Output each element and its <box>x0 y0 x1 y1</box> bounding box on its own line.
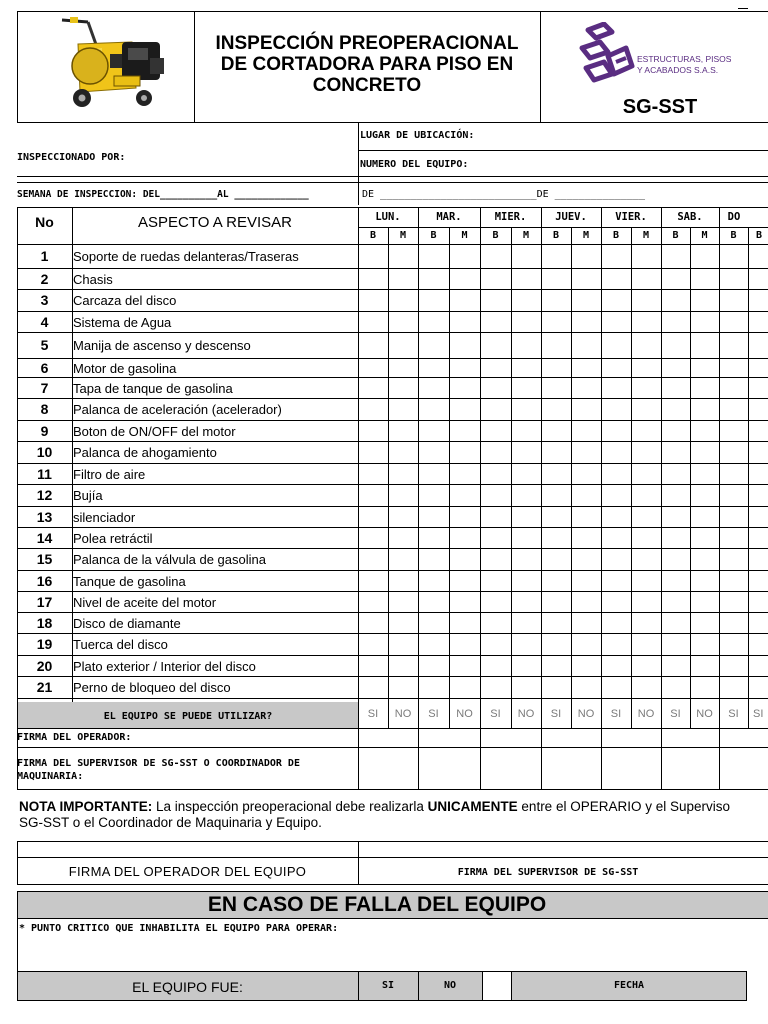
b-header: B <box>552 230 560 241</box>
company-name-line-1: ESTRUCTURAS, PISOS <box>637 54 732 64</box>
si-option: SI <box>610 708 622 720</box>
item-aspecto: Nivel de aceite del motor <box>73 594 217 610</box>
form-title-line-2: DE CORTADORA PARA PISO EN <box>220 54 514 75</box>
item-number: 18 <box>36 614 53 631</box>
item-number: 15 <box>36 551 53 567</box>
day-header: VIER. <box>615 211 647 223</box>
row-border <box>17 268 768 269</box>
item-number: 4 <box>40 313 49 330</box>
item-number: 1 <box>40 248 49 264</box>
row-border <box>17 484 768 485</box>
b-header: B <box>756 230 763 241</box>
m-header: M <box>701 230 708 241</box>
header-corner-mark <box>738 8 748 9</box>
header-divider-1 <box>194 11 195 122</box>
item-aspecto: Manija de ascenso y descenso <box>73 338 251 353</box>
day-col-border <box>480 207 481 789</box>
item-number: 7 <box>40 379 49 396</box>
row-border <box>17 441 768 442</box>
item-number: 13 <box>36 508 53 525</box>
item-aspecto: Disco de diamante <box>73 615 181 631</box>
firma-operador-equipo: FIRMA DEL OPERADOR DEL EQUIPO <box>68 864 307 879</box>
day-col-border <box>511 227 512 728</box>
day-header: SAB. <box>677 211 703 223</box>
sign-bottom-border <box>17 884 768 885</box>
si-option: SI <box>728 708 739 720</box>
day-col-border <box>571 227 572 728</box>
item-number: 12 <box>36 487 53 503</box>
item-aspecto: Polea retráctil <box>73 530 153 546</box>
row-border <box>17 420 768 421</box>
item-number: 21 <box>36 679 53 695</box>
fue-si-label: SI <box>381 980 395 991</box>
equipo-fue-blank-cell <box>482 972 511 1000</box>
form-title-line-3: CONCRETO <box>312 75 422 96</box>
form-title <box>196 33 538 96</box>
day-col-border <box>661 207 662 789</box>
falla-left-border <box>17 919 18 971</box>
row-border <box>17 698 768 699</box>
row-border <box>17 789 768 790</box>
day-header: JUEV. <box>555 211 587 223</box>
no-option: NO <box>517 708 535 720</box>
m-header: M <box>642 230 650 241</box>
b-header: B <box>369 230 377 241</box>
item-aspecto: Tuerca del disco <box>73 637 168 652</box>
item-aspecto: Carcaza del disco <box>73 293 177 308</box>
header-left-border <box>17 11 18 122</box>
no-option: NO <box>577 708 595 720</box>
no-option: NO <box>456 708 473 720</box>
item-aspecto: Bujía <box>73 488 103 503</box>
item-number: 5 <box>40 337 49 353</box>
firma-supervisor-sgsst: FIRMA DEL SUPERVISOR DE SG-SST <box>457 867 639 878</box>
day-col-border <box>388 227 389 728</box>
de-range-label: DE __________________________DE _______________ <box>362 189 645 200</box>
item-number: 9 <box>40 422 49 439</box>
item-aspecto: Palanca de ahogamiento <box>73 445 217 460</box>
row-border <box>17 548 768 549</box>
equipo-fue-label: EL EQUIPO FUE: <box>132 979 243 995</box>
info-line-3 <box>17 182 768 183</box>
nota-line-2: SG-SST o el Coordinador de Maquinaria y Equipo. <box>19 815 322 830</box>
item-number: 11 <box>37 465 52 482</box>
info-divider <box>358 122 359 205</box>
si-option: SI <box>367 708 379 720</box>
nota-emph: UNICAMENTE <box>427 799 518 814</box>
item-aspecto: Sistema de Agua <box>73 314 172 330</box>
row-border <box>17 289 768 290</box>
b-header: B <box>672 230 679 241</box>
row-border <box>17 398 768 399</box>
concrete-saw-image <box>50 14 180 114</box>
item-aspecto: Tapa de tanque de gasolina <box>73 380 233 396</box>
row-border <box>17 655 768 656</box>
item-number: 19 <box>36 636 53 652</box>
row-border <box>17 570 768 571</box>
item-aspecto: Chasis <box>73 271 113 287</box>
item-aspecto: Palanca de la válvula de gasolina <box>73 552 266 567</box>
item-aspecto: Tanque de gasolina <box>73 573 186 589</box>
item-aspecto: Soporte de ruedas delanteras/Traseras <box>73 249 299 264</box>
m-header: M <box>582 230 590 241</box>
item-number: 2 <box>40 270 49 287</box>
header-divider-2 <box>540 11 541 122</box>
item-aspecto: Palanca de aceleración (acelerador) <box>73 402 282 417</box>
day-header: MIER. <box>494 211 527 223</box>
item-number: 20 <box>36 657 53 674</box>
day-col-border <box>418 207 419 789</box>
day-header: MAR. <box>436 211 462 223</box>
item-number: 3 <box>40 292 49 308</box>
si-option: SI <box>753 708 764 720</box>
day-header: LUN. <box>375 211 401 223</box>
row-border <box>17 358 768 359</box>
m-header: M <box>522 230 530 241</box>
item-number: 10 <box>36 444 53 460</box>
semana-label: SEMANA DE INSPECCION: DEL__________AL _____________ <box>17 189 309 200</box>
si-option: SI <box>490 708 501 720</box>
puede-utilizar-label: EL EQUIPO SE PUEDE UTILIZAR? <box>103 711 273 722</box>
nota-label: NOTA IMPORTANTE: <box>19 799 153 814</box>
firma-supervisor-line-2: MAQUINARIA: <box>17 771 84 782</box>
si-option: SI <box>550 708 562 720</box>
firma-supervisor-line-1: FIRMA DEL SUPERVISOR DE SG-SST O COORDINADOR DE <box>17 758 300 769</box>
firma-operador-label: FIRMA DEL OPERADOR: <box>17 732 132 743</box>
col-no-header: No <box>35 214 54 230</box>
item-aspecto: Motor de gasolina <box>73 360 177 376</box>
day-col-border <box>601 207 602 789</box>
bm-row-border <box>358 227 768 228</box>
fue-divider-3 <box>482 971 483 1001</box>
nota-importante <box>19 799 768 831</box>
b-header: B <box>612 230 620 241</box>
item-number: 8 <box>40 401 49 417</box>
row-border <box>17 527 768 528</box>
item-aspecto: Boton de ON/OFF del motor <box>73 423 236 439</box>
item-number: 6 <box>40 359 49 376</box>
day-header: DO <box>727 211 741 223</box>
row-border <box>17 506 768 507</box>
row-border <box>17 747 768 748</box>
item-aspecto: Plato exterior / Interior del disco <box>73 658 256 674</box>
row-border <box>17 612 768 613</box>
sign-top-border <box>17 841 768 842</box>
item-aspecto: Filtro de aire <box>73 466 146 482</box>
sgsst-label: SG-SST <box>622 96 698 118</box>
day-col-border <box>449 227 450 728</box>
b-header: B <box>492 230 499 241</box>
si-option: SI <box>670 708 681 720</box>
row-border <box>17 377 768 378</box>
m-header: M <box>399 230 407 241</box>
no-option: NO <box>637 708 655 720</box>
day-col-border <box>541 207 542 789</box>
row-border <box>17 311 768 312</box>
m-header: M <box>461 230 468 241</box>
firma-supervisor-label <box>17 757 300 783</box>
header-top-border <box>17 11 768 12</box>
row-border <box>17 591 768 592</box>
item-number: 17 <box>36 593 53 610</box>
punto-critico-label: * PUNTO CRITICO QUE INHABILITA EL EQUIPO PARA OPERAR: <box>19 923 339 934</box>
day-col-border <box>748 227 749 728</box>
inspeccionado-label: INSPECCIONADO POR: <box>17 152 126 163</box>
day-col-border <box>631 227 632 728</box>
nota-text-2: entre el OPERARIO y el Superviso <box>517 799 731 814</box>
item-aspecto: silenciador <box>73 509 136 525</box>
fecha-label: FECHA <box>613 980 645 991</box>
col-aspecto-header: ASPECTO A REVISAR <box>138 214 292 231</box>
item-number: 14 <box>36 529 53 546</box>
company-name <box>637 54 757 76</box>
row-border <box>17 676 768 677</box>
company-logo <box>578 22 636 90</box>
row-border <box>17 633 768 634</box>
no-option: NO <box>394 708 412 720</box>
row-border <box>17 463 768 464</box>
form-title-line-1: INSPECCIÓN PREOPERACIONAL <box>215 33 519 54</box>
row-border <box>17 244 768 245</box>
b-header: B <box>430 230 437 241</box>
info-line-2 <box>17 176 768 177</box>
company-name-line-2: Y ACABADOS S.A.S. <box>637 65 719 75</box>
row-border <box>17 332 768 333</box>
table-top-border <box>17 207 768 208</box>
day-col-border <box>690 227 691 728</box>
sign-mid-border <box>17 857 768 858</box>
info-top-border <box>17 122 768 123</box>
no-option: NO <box>696 708 713 720</box>
numero-label: NUMERO DEL EQUIPO: <box>360 159 469 170</box>
item-aspecto: Perno de bloqueo del disco <box>73 680 231 695</box>
fue-no-label: NO <box>443 980 457 991</box>
si-option: SI <box>428 708 439 720</box>
lugar-label: LUGAR DE UBICACIÓN: <box>360 130 475 141</box>
day-col-border <box>358 207 359 789</box>
row-border <box>17 728 768 729</box>
nota-text-1: La inspección preoperacional debe realizarla <box>152 799 428 814</box>
info-line-1 <box>358 150 768 151</box>
day-col-border <box>719 207 720 789</box>
falla-title: EN CASO DE FALLA DEL EQUIPO <box>207 893 547 916</box>
item-number: 16 <box>36 572 53 589</box>
b-header: B <box>730 230 737 241</box>
